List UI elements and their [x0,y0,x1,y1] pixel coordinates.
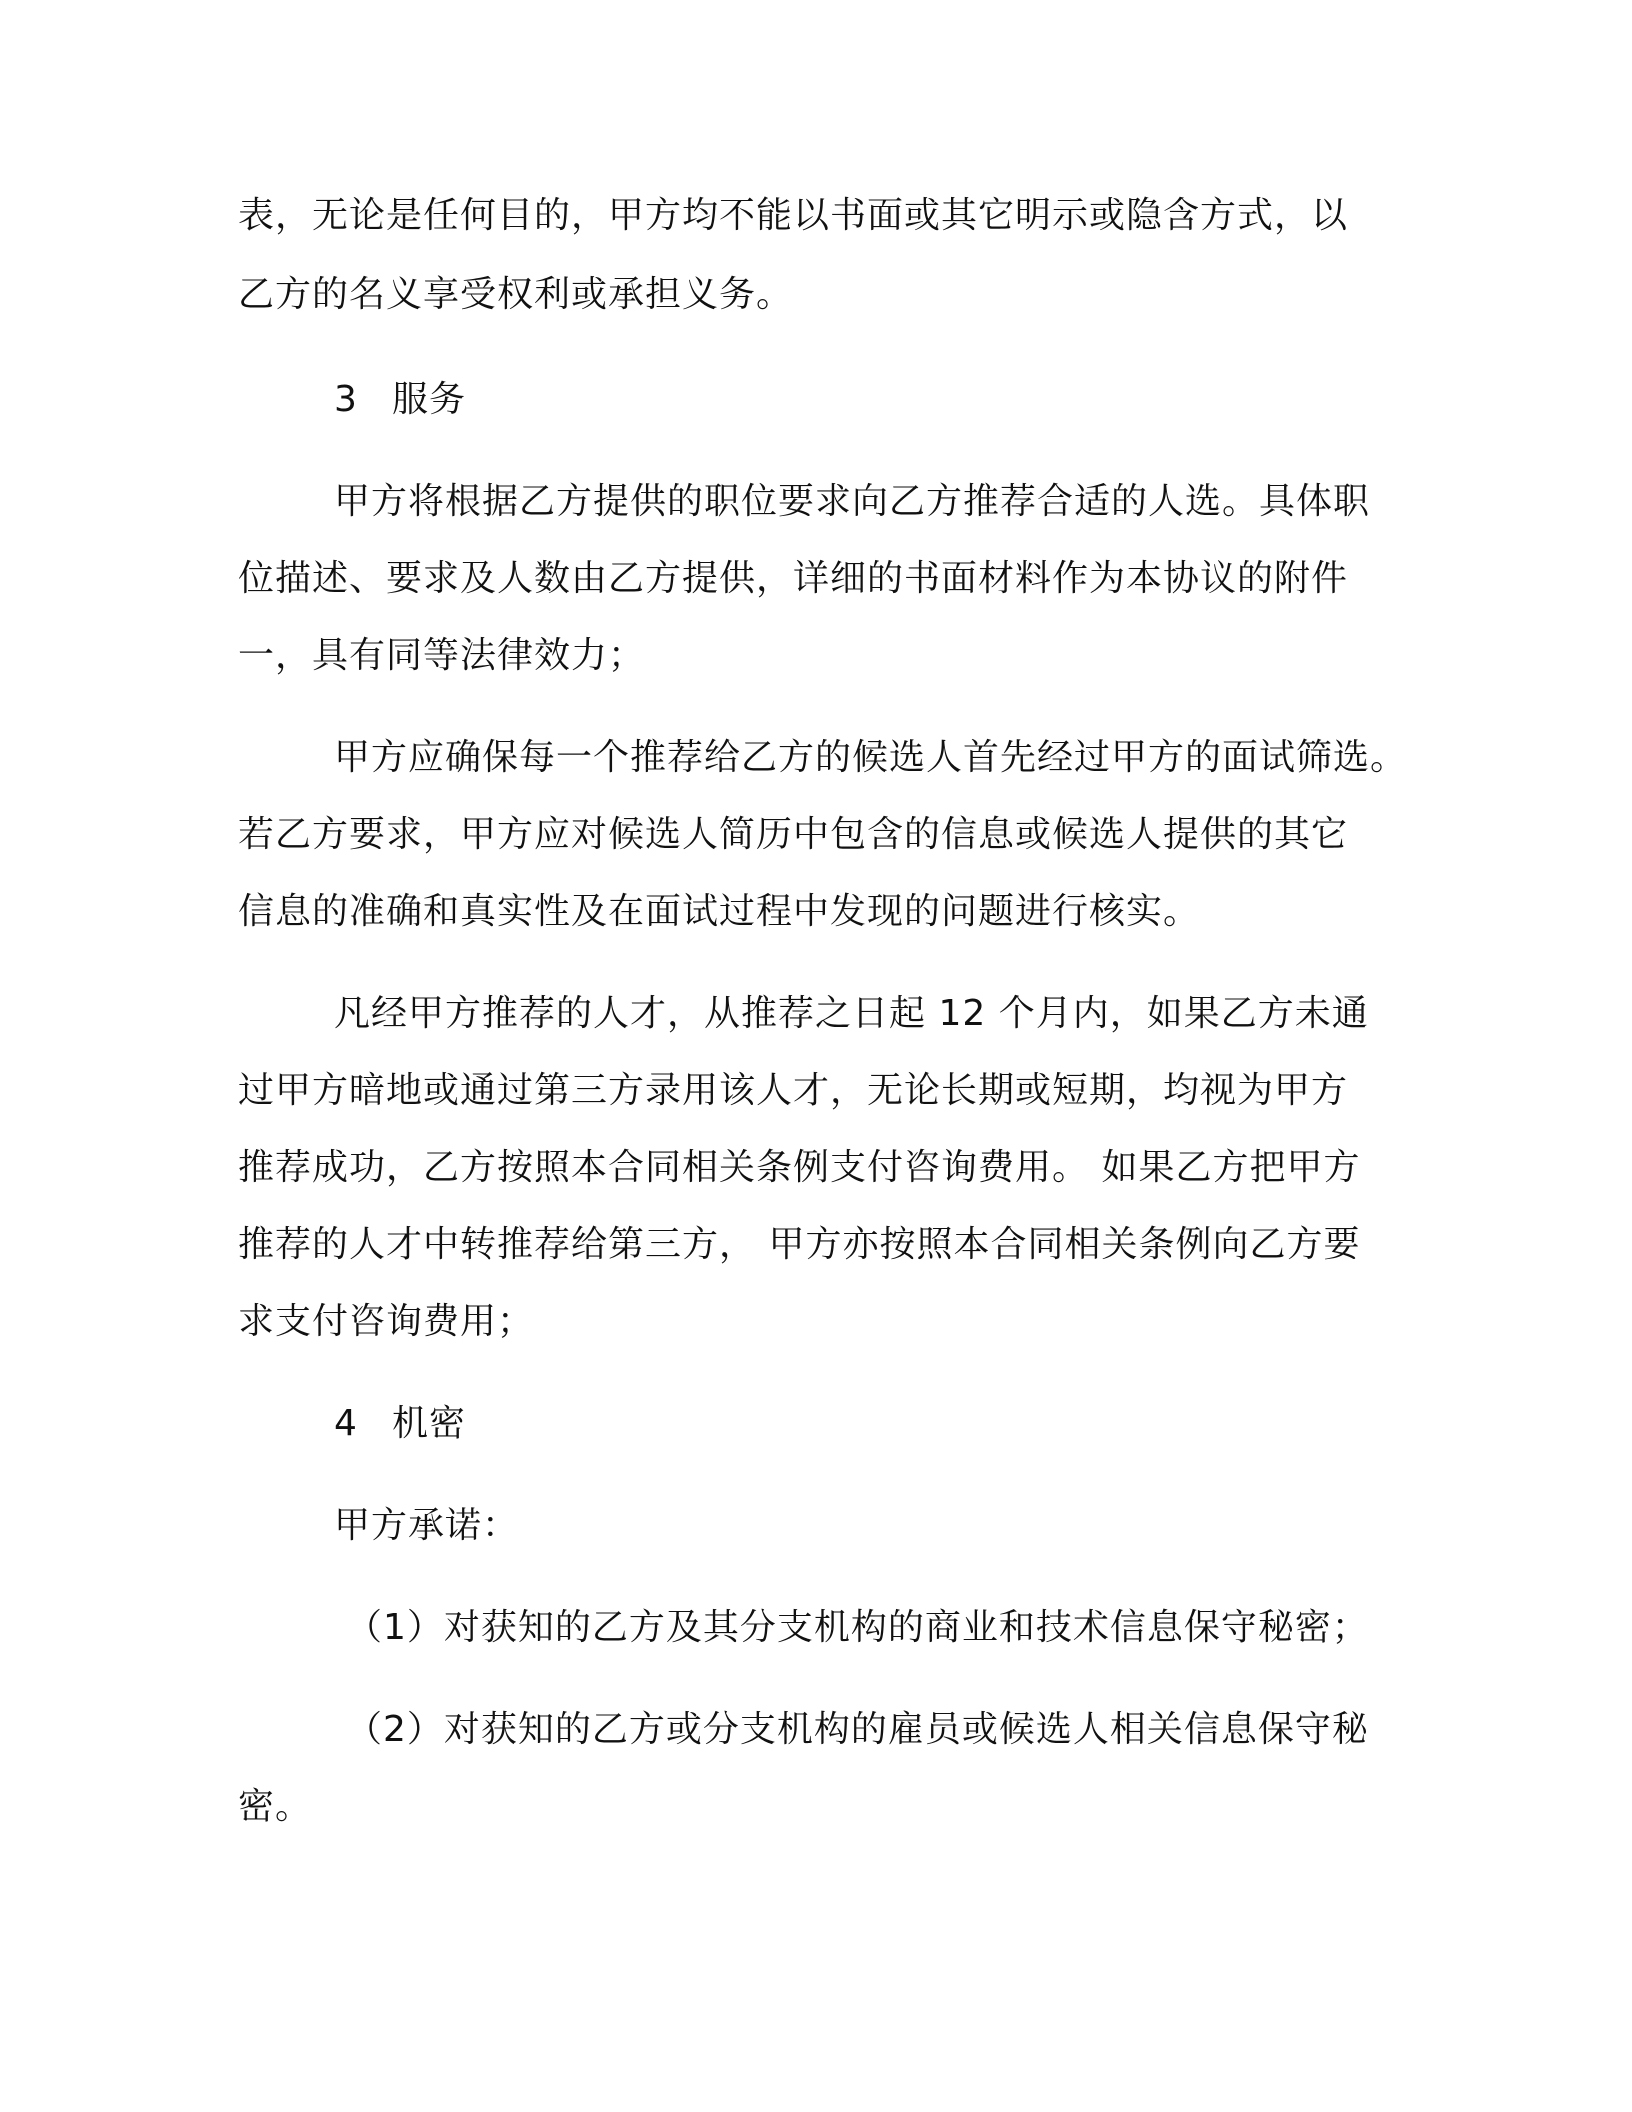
text-line: 过甲方暗地或通过第三方录用该人才，无论长期或短期，均视为甲方 [238,1070,1349,1111]
text-line: 甲方承诺： [334,1505,520,1546]
section-number: 3 [334,379,358,420]
text-line: 甲方应确保每一个推荐给乙方的候选人首先经过甲方的面试筛选。 [334,737,1408,778]
text-line: 凡经甲方推荐的人才，从推荐之日起 12 个月内，如果乙方未通 [334,993,1369,1034]
text-line: 推荐成功，乙方按照本合同相关条例支付咨询费用。 如果乙方把甲方 [238,1147,1361,1188]
text-line: 推荐的人才中转推荐给第三方， 甲方亦按照本合同相关条例向乙方要 [238,1224,1361,1265]
section-heading-3 [334,376,466,424]
list-item: （2）对获知的乙方或分支机构的雇员或候选人相关信息保守秘 [346,1709,1369,1750]
section-title: 服务 [392,379,467,420]
section-heading-4 [334,1400,466,1448]
list-item: （1）对获知的乙方及其分支机构的商业和技术信息保守秘密； [346,1607,1369,1648]
text-line: 一，具有同等法律效力； [238,635,646,676]
text-line: 乙方的名义享受权利或承担义务。 [238,274,794,315]
text-line: 信息的准确和真实性及在面试过程中发现的问题进行核实。 [238,891,1201,932]
text-line: 表，无论是任何目的，甲方均不能以书面或其它明示或隐含方式，以 [238,195,1349,236]
text-line: 密。 [238,1786,313,1827]
section-number: 4 [334,1403,358,1444]
text-line: 甲方将根据乙方提供的职位要求向乙方推荐合适的人选。具体职 [334,481,1371,522]
text-line: 求支付咨询费用； [238,1301,535,1342]
section-title: 机密 [392,1403,467,1444]
text-line: 位描述、要求及人数由乙方提供，详细的书面材料作为本协议的附件 [238,558,1349,599]
text-line: 若乙方要求，甲方应对候选人简历中包含的信息或候选人提供的其它 [238,814,1349,855]
